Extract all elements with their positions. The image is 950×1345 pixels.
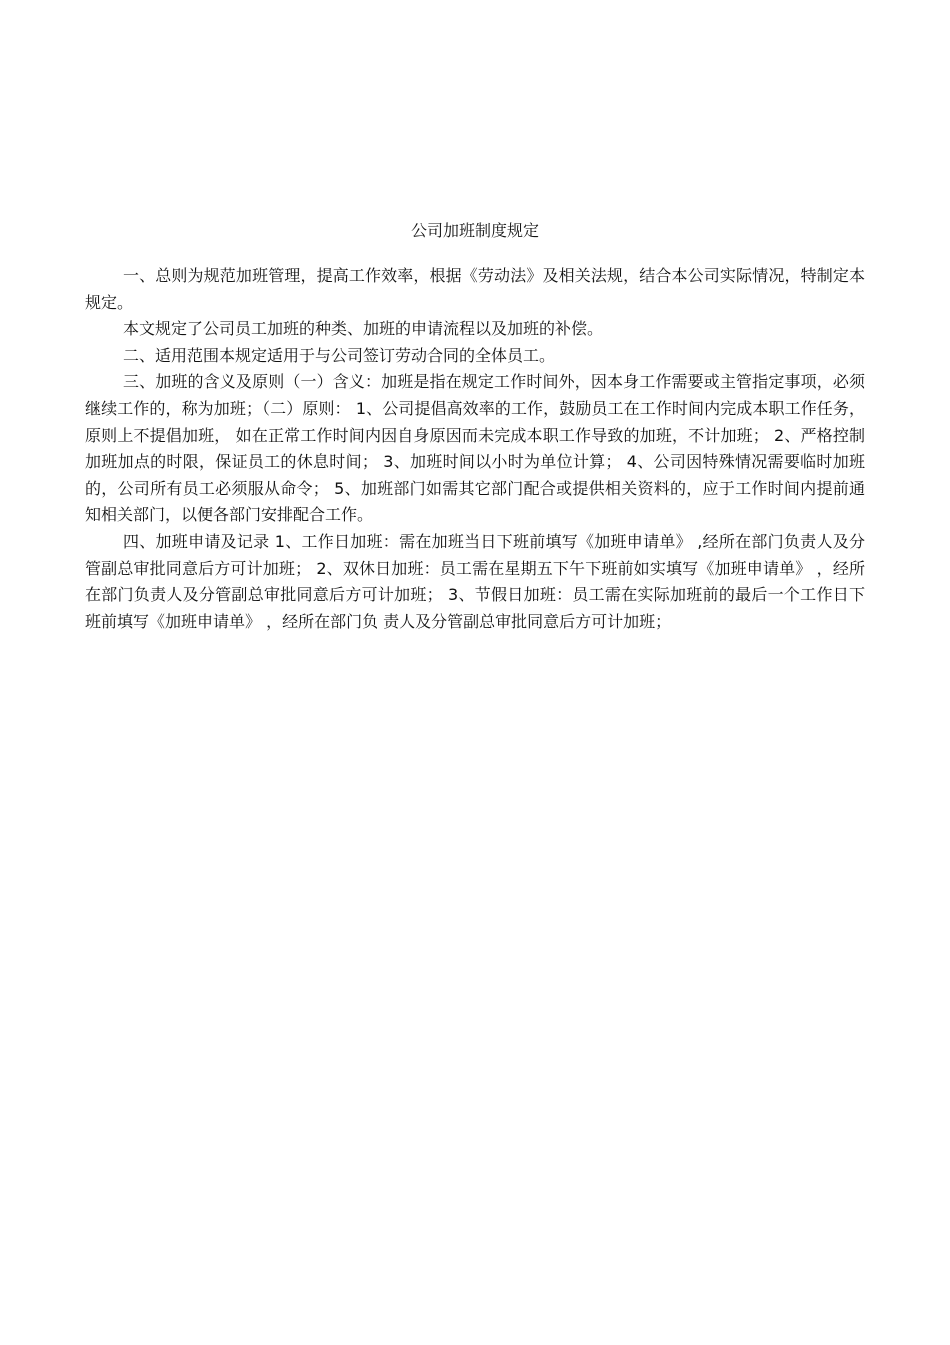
paragraph-scope-summary: 本文规定了公司员工加班的种类、加班的申请流程以及加班的补偿。	[123, 319, 604, 339]
document-body	[85, 263, 865, 635]
document-title: 公司加班制度规定	[410, 221, 539, 240]
paragraph-application-records: 四、加班申请及记录 1、工作日加班：需在加班当日下班前填写《加班申请单》 ,经所在部门负责人及分管副总审批同意后方可计加班； 2、双休日加班：员工需在星期五下午下班前如实填写《加班申请单》 ，经所在部门负责人及分管副总审批同意后方可计加班； 3、节假日加班：员工需在实际加班前的最后一个工作日下班前填写《加班申请单》 ，经所在部门负 责人及分管副总审批同意后方可计加班；	[85, 531, 865, 631]
paragraph-general: 一、总则为规范加班管理，提高工作效率，根据《劳动法》及相关法规，结合本公司实际情况，特制定本规定。	[85, 266, 865, 312]
paragraph-applicability: 二、适用范围本规定适用于与公司签订劳动合同的全体员工。	[123, 345, 556, 365]
paragraph-definition-principles: 三、加班的含义及原则（一）含义：加班是指在规定工作时间外，因本身工作需要或主管指定事项，必须继续工作的，称为加班；（二）原则： 1、公司提倡高效率的工作，鼓励员工在工作时间内完成本职工作任务， 原则上不提倡加班， 如在正常工作时间内因自身原因而未完成本职工作导致的加班，不计加班； 2、严格控制加班加点的时限，保证员工的休息时间； 3、加班时间以小时为单位计算； 4、公司因特殊情况需要临时加班的，公司所有员工必须服从命令； 5、加班部门如需其它部门配合或提供相关资料的，应于工作时间内提前通知相关部门，以便各部门安排配合工作。	[85, 372, 865, 525]
